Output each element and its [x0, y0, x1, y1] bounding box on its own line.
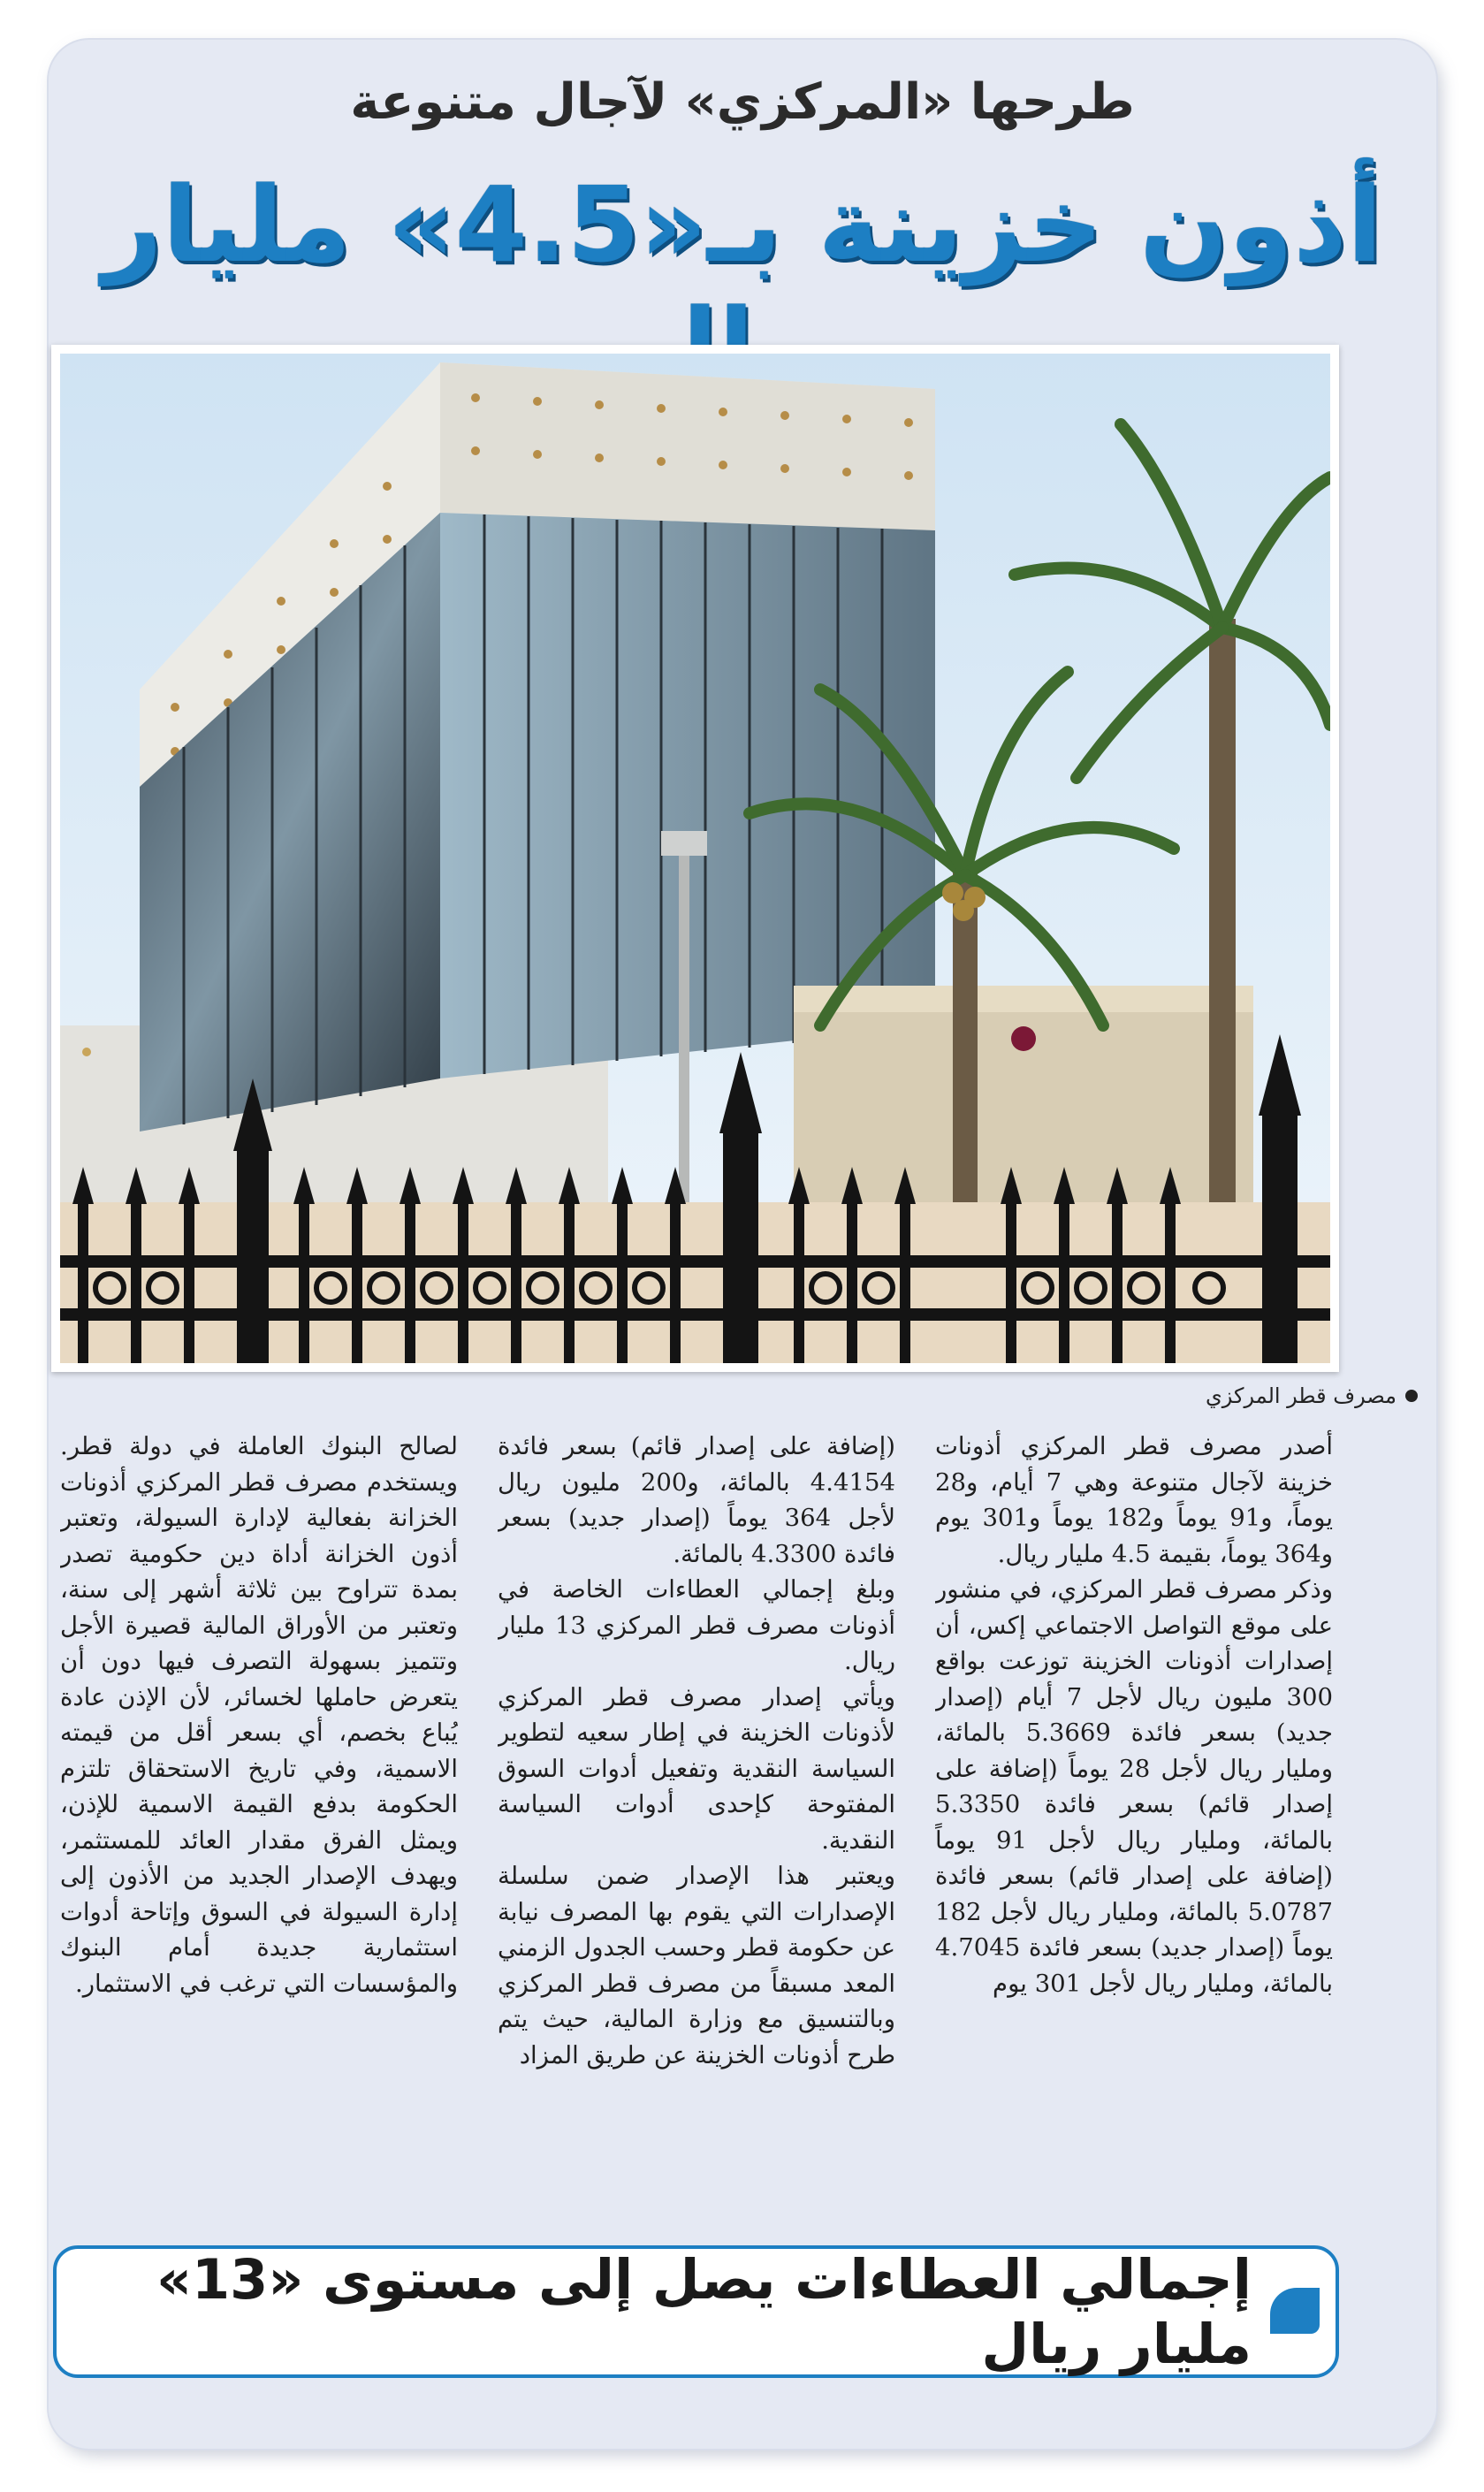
article-body: [60, 1429, 1333, 2295]
quote-tab-icon: [1270, 2288, 1320, 2334]
article-column-3: لصالح البنوك العاملة في دولة قطر. ويستخدم مصرف قطر المركزي أذونات الخزانة بفعالية لإدارة السيولة، وتعتبر أذون الخزانة أداة دين حكومية تصدر بمدة تتراوح بين ثلاثة أشهر إلى سنة، وتعتبر من الأوراق المالية قصيرة الأجل وتتميز بسهولة التصرف فيها دون أن يتعرض حاملها لخسائر، لأن الإذن عادة يُباع بخصم، أي بسعر أقل من قيمته الاسمية، وفي تاريخ الاستحقاق تلتزم الحكومة بدفع القيمة الاسمية للإذن، ويمثل الفرق مقدار العائد للمستثمر، ويهدف الإصدار الجديد من الأذون إلى إدارة السيولة في السوق وإتاحة أدوات استثمارية جديدة أمام البنوك والمؤسسات التي ترغب في الاستثمار.: [60, 1432, 458, 1998]
photo-caption: [1206, 1383, 1418, 1408]
highlight-banner: [53, 2245, 1339, 2378]
bullet-dot-icon: [1405, 1390, 1418, 1402]
article-column-1: أصدر مصرف قطر المركزي أذونات خزينة لآجال متنوعة وهي 7 أيام، و28 يوماً، و91 يوماً و182 يوماً و301 يوم و364 يوماً، بقيمة 4.5 مليار ريال. وذكر مصرف قطر المركزي، في منشور على موقع التواصل الاجتماعي إكس، أن إصدارات أذونات الخزينة توزعت بواقع 300 مليون ريال لأجل 7 أيام (إصدار جديد) بسعر فائدة 5.3669 بالمائة، ومليار ريال لأجل 28 يوماً (إضافة على إصدار قائم) بسعر فائدة 5.3350 بالمائة، ومليار ريال لأجل 91 يوماً (إضافة على إصدار قائم) بسعر فائدة 5.0787 بالمائة، ومليار ريال لأجل 182 يوماً (إصدار جديد) بسعر فائدة 4.7045 بالمائة، ومليار ريال لأجل 301 يوم: [935, 1432, 1333, 1998]
article-photo: [51, 345, 1339, 1372]
highlight-text: إجمالي العطاءات يصل إلى مستوى «13» مليار ريال: [156, 2247, 1252, 2376]
article-headline: أذون خزينة بـ«4.5» مليار: [102, 164, 1383, 286]
central-bank-building-photo: [60, 354, 1330, 1363]
photo-caption-text: مصرف قطر المركزي: [1206, 1383, 1396, 1408]
article-column-2: (إضافة على إصدار قائم) بسعر فائدة 4.4154 بالمائة، و200 مليون ريال لأجل 364 يوماً (إصدار جديد) بسعر فائدة 4.3300 بالمائة. وبلغ إجمالي العطاءات الخاصة في أذونات مصرف قطر المركزي 13 مليار ريال. ويأتي إصدار مصرف قطر المركزي لأذونات الخزينة في إطار سعيه لتطوير السياسة النقدية وتفعيل أدوات السوق المفتوحة كإحدى أدوات السياسة النقدية. ويعتبر هذا الإصدار ضمن سلسلة الإصدارات التي يقوم بها المصرف نيابة عن حكومة قطر وحسب الجدول الزمني المعد مسبقاً من مصرف قطر المركزي وبالتنسيق مع وزارة المالية، حيث يتم طرح أذونات الخزينة عن طريق المزاد: [498, 1432, 895, 2069]
article-kicker: طرحها «المركزي» لآجال متنوعة: [350, 73, 1135, 131]
